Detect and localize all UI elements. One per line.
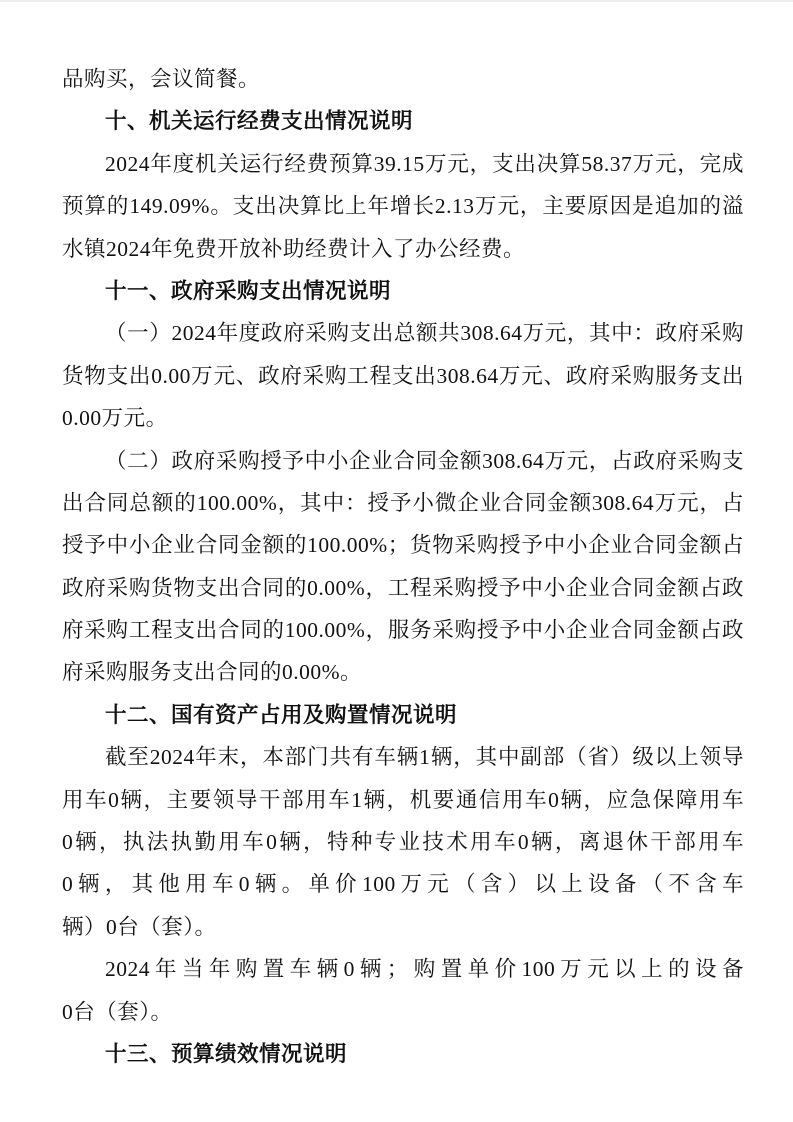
paragraph-line: 府采购工程支出合同的100.00%，服务采购授予中小企业合同金额占政 (62, 618, 744, 643)
section-12-heading: 十二、国有资产占用及购置情况说明 (105, 702, 458, 727)
paragraph-line: 预算的149.09%。支出决算比上年增长2.13万元，主要原因是追加的溢 (62, 194, 744, 219)
paragraph-line: 货物支出0.00万元、政府采购工程支出308.64万元、政府采购服务支出 (62, 363, 744, 388)
paragraph-line: 2024年当年购置车辆0辆；购置单价100万元以上的设备 (105, 957, 744, 982)
document-body-text (62, 58, 744, 1075)
paragraph-line: 政府采购货物支出合同的0.00%，工程采购授予中小企业合同金额占政 (62, 575, 744, 600)
paragraph-line: 用车0辆，主要领导干部用车1辆，机要通信用车0辆，应急保障用车 (62, 787, 744, 812)
paragraph-line: （一）2024年度政府采购支出总额共308.64万元，其中：政府采购 (105, 321, 744, 346)
paragraph-line: 0辆，执法执勤用车0辆，特种专业技术用车0辆，离退休干部用车 (62, 830, 744, 855)
section-13-heading: 十三、预算绩效情况说明 (105, 1041, 348, 1066)
paragraph-line: 授予中小企业合同金额的100.00%；货物采购授予中小企业合同金额占 (62, 533, 744, 558)
section-11-heading: 十一、政府采购支出情况说明 (105, 278, 392, 303)
paragraph-line: 0台（套）。 (62, 999, 173, 1024)
section-10-heading: 十、机关运行经费支出情况说明 (105, 109, 414, 134)
paragraph-line: （二）政府采购授予中小企业合同金额308.64万元，占政府采购支 (105, 448, 744, 473)
paragraph-continuation-line: 品购买，会议简餐。 (62, 67, 261, 91)
paragraph-line: 2024年度机关运行经费预算39.15万元，支出决算58.37万元，完成 (105, 151, 744, 176)
paragraph-line: 府采购服务支出合同的0.00%。 (62, 660, 363, 685)
paragraph-line: 0.00万元。 (62, 406, 168, 431)
paragraph-line: 辆）0台（套）。 (62, 914, 217, 939)
paragraph-line: 水镇2024年免费开放补助经费计入了办公经费。 (62, 236, 526, 261)
paragraph-line: 截至2024年末，本部门共有车辆1辆，其中副部（省）级以上领导 (105, 745, 744, 770)
paragraph-line: 0辆，其他用车0辆。单价100万元（含）以上设备（不含车 (62, 872, 744, 897)
paragraph-line: 出合同总额的100.00%，其中：授予小微企业合同金额308.64万元，占 (62, 490, 744, 515)
